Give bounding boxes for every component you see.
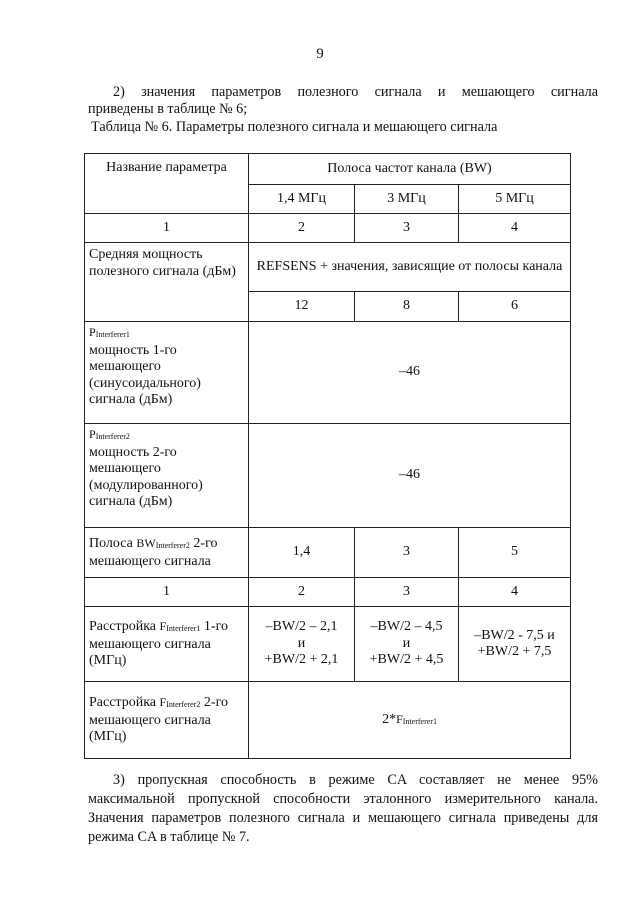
interferer2-band-label: Полоса $BW_{Interferer2}$ 2-го мешающего сигнала [85,528,249,578]
header-bw-2: 3 МГц [355,185,459,214]
col-number-1: 1 [85,214,249,243]
interferer2-offset-value: $2*F_{Interferer1}$ [249,682,571,759]
useful-power-value-1: 12 [249,292,355,322]
interferer1-power-label-cell [85,322,249,424]
interferer2-band-value-3: 5 [459,528,571,578]
interferer2-band-value-2: 3 [355,528,459,578]
interferer2-power-label-cell [85,424,249,528]
intro-paragraph-line2: приведены в таблице № 6; [88,101,248,117]
interferer2-offset-symbol: F [159,695,167,710]
final-paragraph-line4: режима CA в таблице № 7. [88,829,250,845]
interferer1-offset-value-1: –BW/2 – 2,1 и +BW/2 + 2,1 [249,607,355,682]
final-paragraph-line3: Значения параметров полезного сигнала и мешающего сигнала приведены для [88,810,598,826]
final-paragraph-line2: максимальной пропускной способности эталонного измерительного канала. [88,791,598,807]
interferer2-power-value: –46 [249,424,571,528]
interferer2-power-symbol: $P_{Interferer2}$ [89,427,130,441]
col-number-1b: 1 [85,578,249,607]
interferer1-offset-value-2: –BW/2 – 4,5 и +BW/2 + 4,5 [355,607,459,682]
header-band-title: Полоса частот канала (BW) [249,154,571,185]
header-bw-1: 1,4 МГц [249,185,355,214]
useful-power-value-2: 8 [355,292,459,322]
interferer2-band-symbol: BW [136,536,156,550]
useful-power-refsens: REFSENS + значения, зависящие от полосы канала [249,243,571,292]
interferer2-power-label: мощность 2-го мешающего (модулированного) сигнала (дБм) [89,444,203,509]
interferer2-offset-label: Расстройка $F_{Interferer2}$ 2-го мешающего сигнала (МГц) [85,682,249,759]
interferer1-offset-symbol: F [159,619,167,634]
useful-power-label: Средняя мощность полезного сигнала (дБм) [85,243,249,322]
col-number-3b: 3 [355,578,459,607]
col-number-3: 3 [355,214,459,243]
interferer1-power-symbol: $P_{Interferer1}$ [89,325,130,339]
interferer1-offset-label: Расстройка $F_{Interferer1}$ 1-го мешающего сигнала (МГц) [85,607,249,682]
useful-power-value-3: 6 [459,292,571,322]
header-bw-3: 5 МГц [459,185,571,214]
interferer1-power-label: мощность 1-го мешающего (синусоидального) сигнала (дБм) [89,342,201,407]
parameters-table [84,153,570,759]
table-caption: Таблица № 6. Параметры полезного сигнала и мешающего сигнала [91,119,498,135]
interferer2-band-value-1: 1,4 [249,528,355,578]
header-param-name: Название параметра [85,154,249,214]
interferer1-power-value: –46 [249,322,571,424]
col-number-4b: 4 [459,578,571,607]
col-number-4: 4 [459,214,571,243]
interferer1-offset-value-3: –BW/2 - 7,5 и +BW/2 + 7,5 [459,607,571,682]
intro-paragraph-line1: 2) значения параметров полезного сигнала и мешающего сигнала [113,84,598,100]
final-paragraph-line1: 3) пропускная способность в режиме CA составляет не менее 95% [113,772,598,788]
col-number-2: 2 [249,214,355,243]
page-number: 9 [316,46,324,62]
col-number-2b: 2 [249,578,355,607]
